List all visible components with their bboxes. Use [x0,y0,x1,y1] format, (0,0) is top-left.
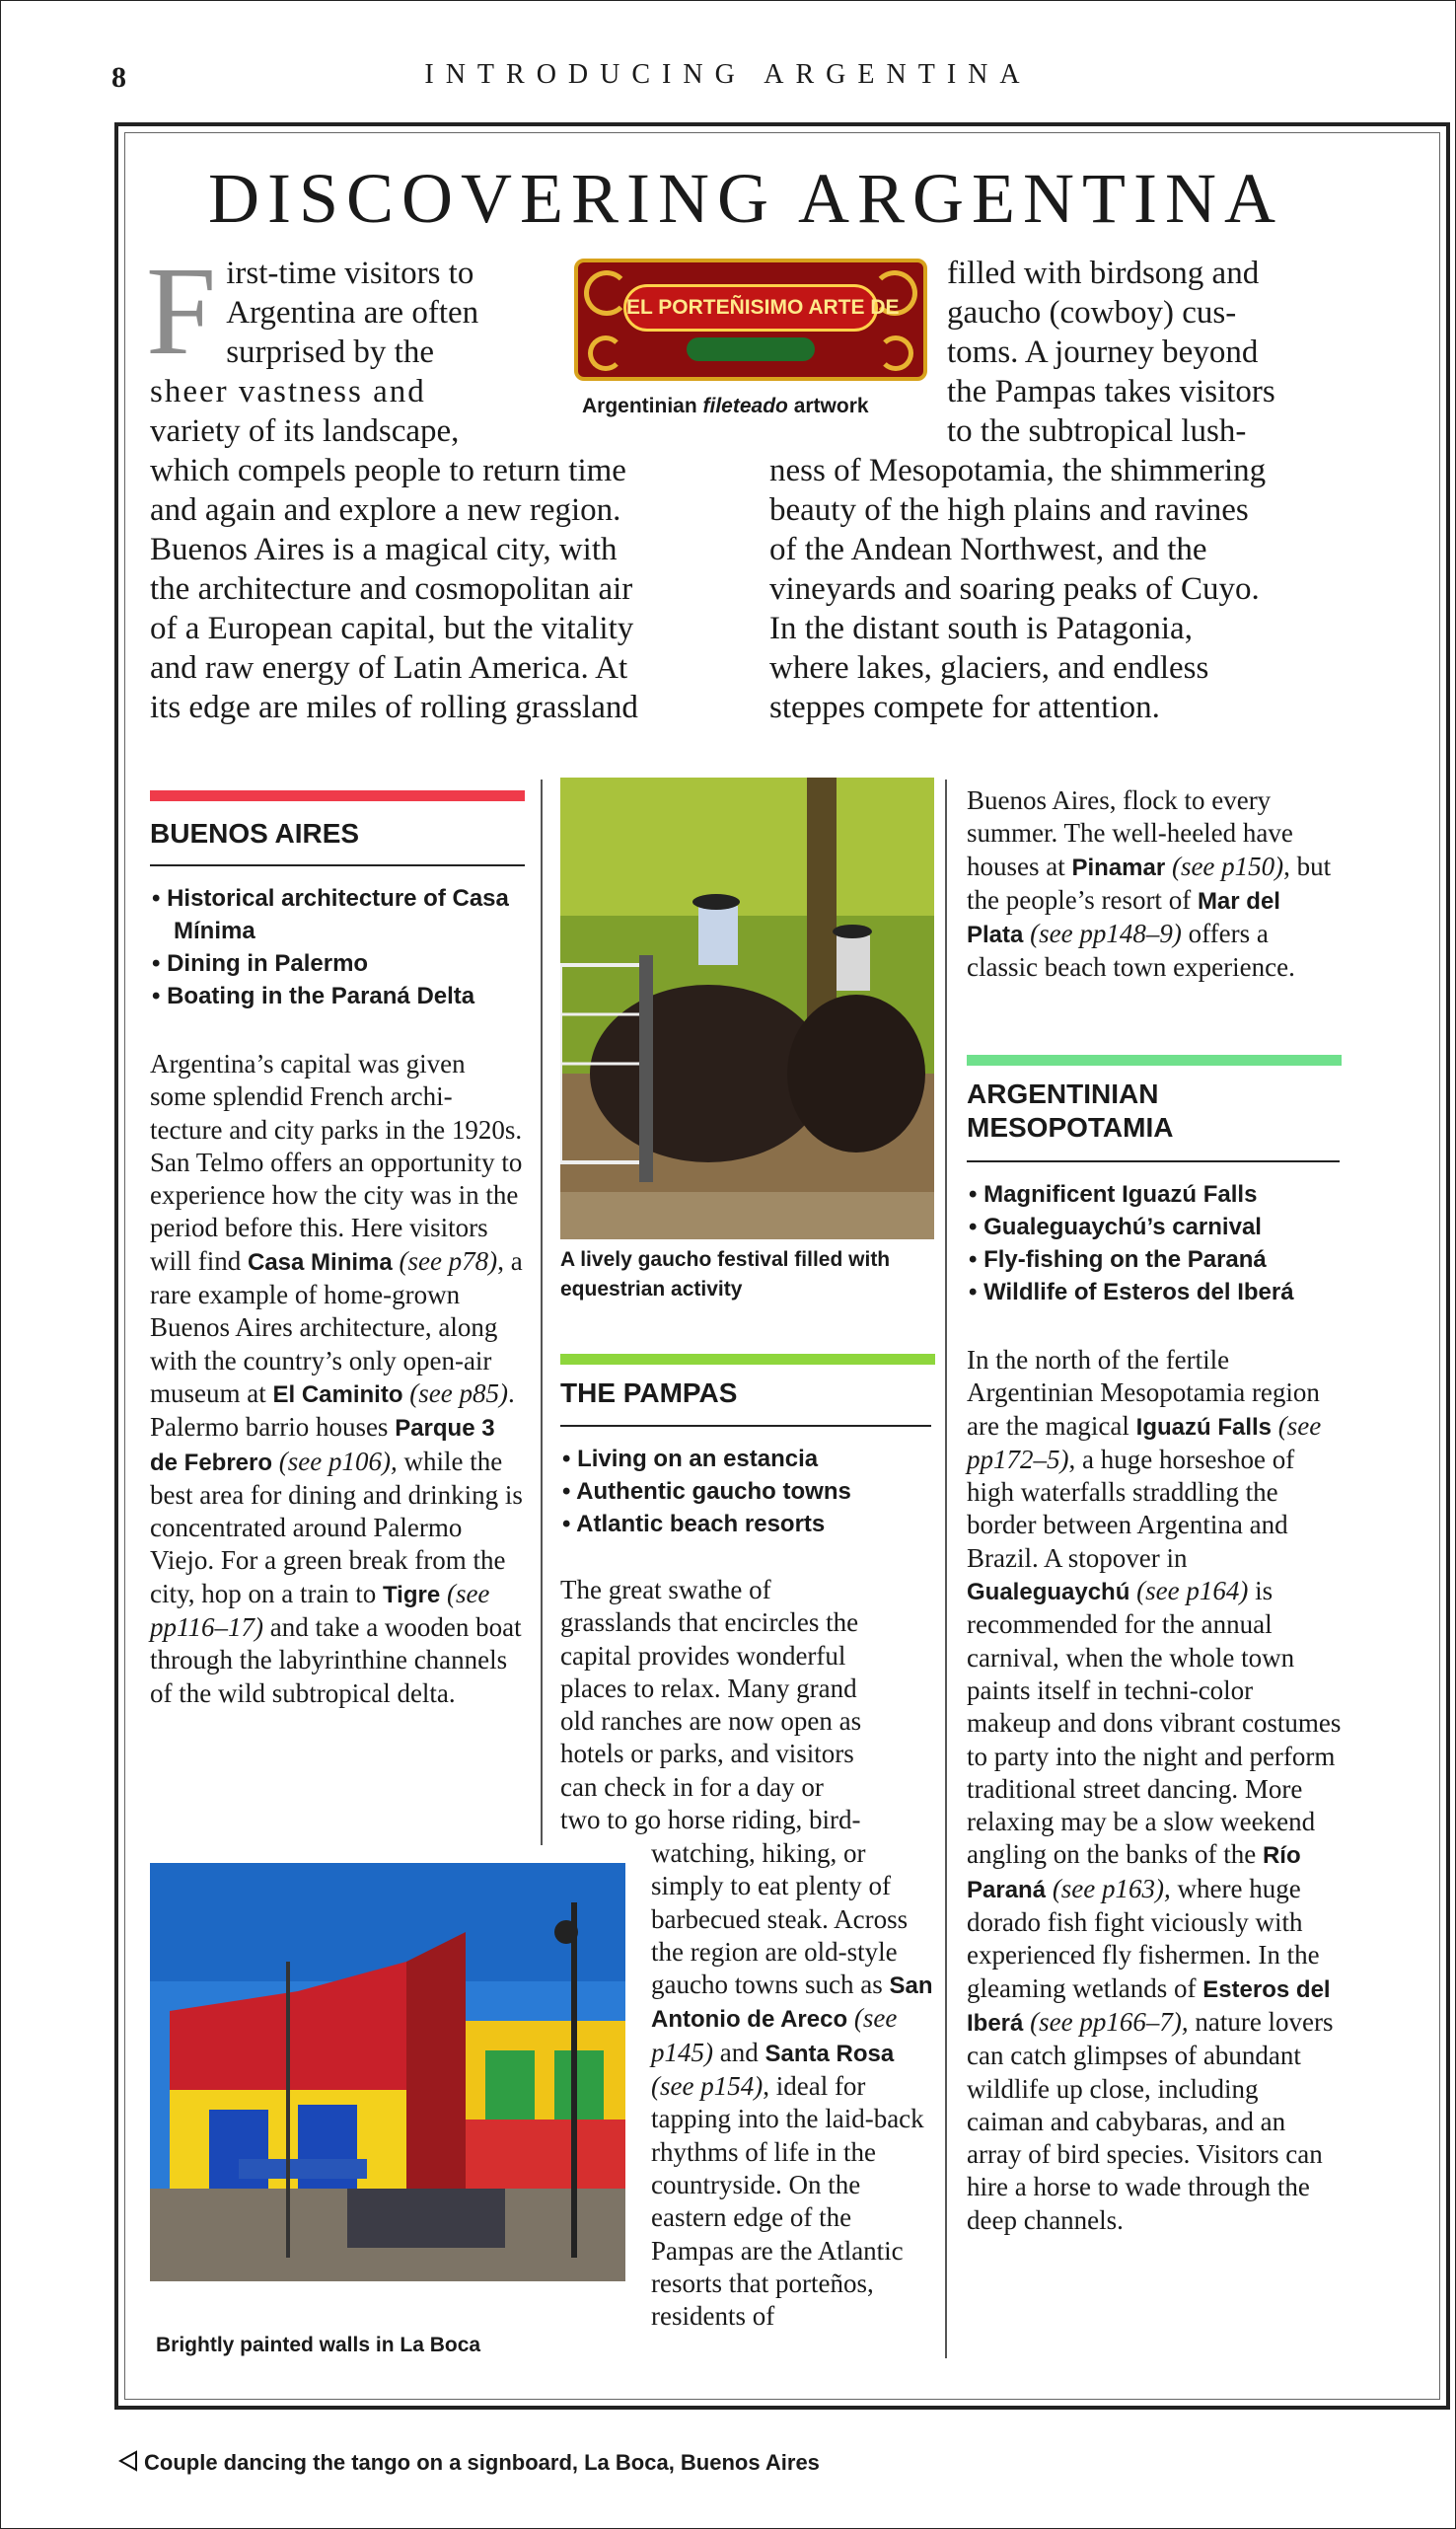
intro-line: of a European capital, but the vitality [150,611,634,646]
intro-line: where lakes, glaciers, and endless [769,650,1209,686]
page-number: 8 [111,61,126,94]
intro-line: its edge are miles of rolling grassland [150,690,638,725]
highlight-item: • Historical architecture of Casa Mínima [152,885,509,944]
left-pointer-icon [118,2450,138,2478]
pampas-body-lead: The great swathe of grasslands that encircles the capital provides wonderful places to relax. Many grand old ranches are now open as hotels or parks, and visitors can check in for a day or two to go horse riding, bird- [560,1575,862,1835]
intro-line: and again and explore a new region. [150,492,621,528]
intro-right-top [947,254,1340,451]
intro-line: and raw energy of Latin America. At [150,650,628,686]
drop-cap: F [146,241,217,381]
intro-line: surprised by the [226,335,434,370]
intro-line: Buenos Aires is a magical city, with [150,532,618,567]
gaucho-caption: A lively gaucho festival filled with equestrian activity [560,1248,891,1301]
highlight-item: • Boating in the Paraná Delta [152,983,475,1009]
intro-line: Argentina are often [226,295,479,331]
buenos-aires-highlights [150,882,535,1012]
pampas-body-continued: Buenos Aires, flock to every summer. The well-heeled have houses at Pinamar (see p150), but the people’s resort of Mar del Plata (see pp148–9) offers a classic beach town experience. [967,785,1332,983]
mesopotamia-body: In the north of the fertile Argentinian Mesopotamia region are the magical Iguazú Falls (see pp172–5), a huge horseshoe of high waterfalls straddling the border between Argentina and Brazil. A stopover in Gualeguaychú (see p164) is recommended for the annual carnival, when the whole town paints itself in techni-color makeup and dons vibrant costumes to party into the night and perform traditional street dancing. More relaxing may be a slow weekend angling on the banks of the Río Paraná (see p163), where huge dorado fish fight viciously with experienced fly fishermen. In the gleaming wetlands of Esteros del Iberá (see pp166–7), nature lovers can catch glimpses of abundant wildlife up close, including caiman and cabybaras, and an array of bird species. Visitors can hire a horse to wade through the deep channels. [967,1345,1342,2235]
intro-right-bottom [769,451,1340,727]
highlight-item: • Fly-fishing on the Paraná [969,1246,1267,1273]
highlight-item: • Dining in Palermo [152,950,369,977]
fileteado-sign-text: EL PORTEÑISIMO ARTE DE [626,296,900,319]
column-separator [541,780,543,1845]
intro-line: the Pampas takes visitors [947,374,1275,409]
mesopotamia-rule [967,1160,1340,1162]
signboard-caption [118,2450,820,2478]
intro-line: which compels people to return time [150,453,626,488]
intro-line: toms. A journey beyond [947,335,1259,370]
intro-line: steppes compete for attention. [769,690,1160,725]
pampas-body: watching, hiking, or simply to eat plenty of barbecued steak. Across the region are old-style gaucho towns such as San Antonio de Areco (see p145) and Santa Rosa (see p154), ideal for tapping into the laid-back rhythms of life in the countryside. On the eastern edge of the Pampas are the Atlantic resorts that porteños, residents of [651,1838,933,2332]
highlight-item: • Authentic gaucho towns [562,1478,851,1505]
buenos-aires-heading: BUENOS AIRES [150,818,360,849]
highlight-item: • Gualeguaychú’s carnival [969,1214,1262,1240]
mesopotamia-heading: ARGENTINIAN MESOPOTAMIA [967,1079,1174,1143]
highlight-item: • Wildlife of Esteros del Iberá [969,1279,1294,1305]
intro-line: irst-time visitors to [226,256,474,291]
intro-line: ness of Mesopotamia, the shimmering [769,453,1267,488]
pampas-color-bar [560,1354,935,1365]
buenos-aires-rule [150,864,525,866]
intro-line: sheer vastness and [150,374,426,409]
intro-line: to the subtropical lush- [947,413,1247,449]
fileteado-caption: Argentinian fileteado artwork [582,395,869,417]
gaucho-festival-photo [560,778,934,1239]
page-title: DISCOVERING ARGENTINA [208,159,1283,238]
mesopotamia-color-bar [967,1055,1342,1066]
intro-line: variety of its landscape, [150,413,460,449]
highlight-item: • Atlantic beach resorts [562,1511,826,1537]
intro-line: vineyards and soaring peaks of Cuyo. [769,571,1260,607]
running-head: INTRODUCING ARGENTINA [424,59,1032,90]
intro-line: of the Andean Northwest, and the [769,532,1207,567]
intro-line: In the distant south is Patagonia, [769,611,1193,646]
intro-line: beauty of the high plains and ravines [769,492,1249,528]
intro-line: gaucho (cowboy) cus- [947,295,1237,331]
fileteado-artwork [574,259,927,381]
intro-line: the architecture and cosmopolitan air [150,571,633,607]
buenos-aires-body: Argentina’s capital was given some splendid French archi-tecture and city parks in the 1920s. San Telmo offers an opportunity to experience how the city was in the period before this. Here visitors will find Casa Minima (see p78), a rare example of home-grown Buenos Aires architecture, along with the country’s only open-air museum at El Caminito (see p85). Palermo barrio houses Parque 3 de Febrero (see p106), while the best area for dining and drinking is concentrated around Palermo Viejo. For a green break from the city, hop on a train to Tigre (see pp116–17) and take a wooden boat through the labyrinthine channels of the wild subtropical delta. [150,1049,523,1708]
highlight-item: • Magnificent Iguazú Falls [969,1181,1258,1208]
la-boca-photo [150,1863,625,2281]
la-boca-caption: Brightly painted walls in La Boca [156,2334,481,2356]
pampas-heading: THE PAMPAS [560,1377,738,1408]
mesopotamia-highlights [967,1178,1351,1308]
column-separator [945,780,947,2358]
pampas-rule [560,1425,931,1427]
buenos-aires-color-bar [150,790,525,801]
intro-line: filled with birdsong and [947,256,1260,291]
pampas-highlights [560,1443,945,1540]
highlight-item: • Living on an estancia [562,1446,819,1472]
signboard-caption-text: Couple dancing the tango on a signboard, La Boca, Buenos Aires [144,2450,820,2475]
